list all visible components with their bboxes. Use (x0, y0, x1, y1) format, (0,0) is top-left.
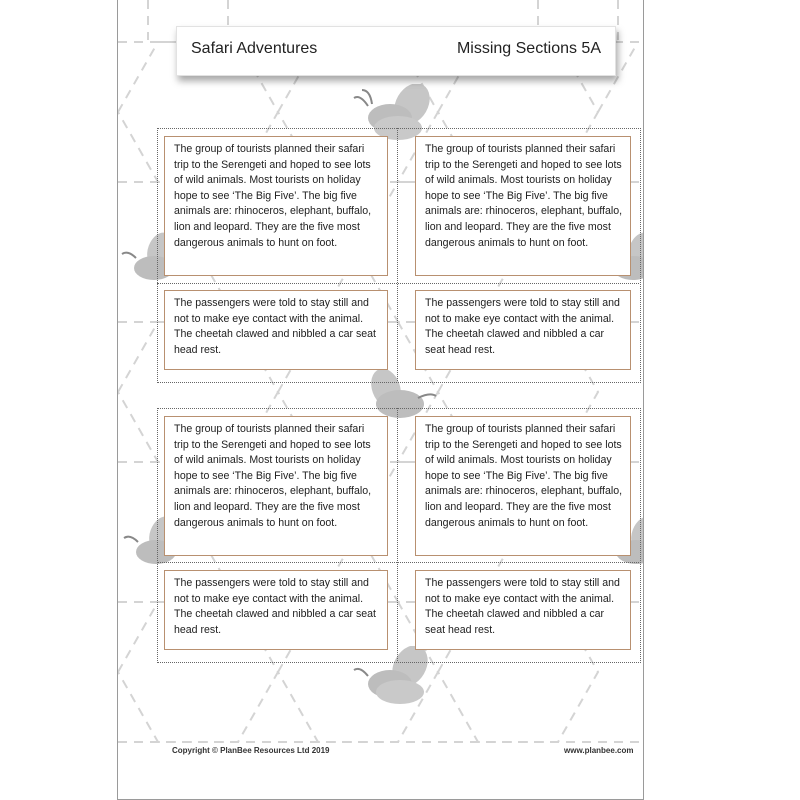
header-banner (176, 26, 616, 76)
card-text: The group of tourists planned their safari trip to the Serengeti and hoped to see lots of wild animals. Most tourists on holiday hope to see ‘The Big Five’. The big five animals are: rhinoceros, elephant, buffalo, lion and leopard. They are the five most dangerous animals to hunt on foot. (174, 143, 372, 249)
sheet-divider (157, 562, 639, 563)
card-text: The group of tourists planned their safari trip to the Serengeti and hoped to see lots of wild animals. Most tourists on holiday hope to see ‘The Big Five’. The big five animals are: rhinoceros, elephant, buffalo, lion and leopard. They are the five most dangerous animals to hunt on foot. (425, 423, 623, 529)
story-card-short (164, 290, 388, 370)
sheet-divider (397, 128, 398, 381)
story-card-short (415, 290, 631, 370)
website-link[interactable]: www.planbee.com (564, 746, 634, 755)
card-text: The passengers were told to stay still and not to make eye contact with the animal. The cheetah clawed and nibbled a car seat head rest. (425, 297, 620, 356)
card-text: The passengers were told to stay still and not to make eye contact with the animal. The cheetah clawed and nibbled a car seat head rest. (174, 297, 377, 356)
card-text: The passengers were told to stay still and not to make eye contact with the animal. The cheetah clawed and nibbled a car seat head rest. (174, 577, 377, 636)
card-text: The group of tourists planned their safari trip to the Serengeti and hoped to see lots of wild animals. Most tourists on holiday hope to see ‘The Big Five’. The big five animals are: rhinoceros, elephant, buffalo, lion and leopard. They are the five most dangerous animals to hunt on foot. (174, 423, 372, 529)
story-card-long (415, 136, 631, 276)
story-card-short (415, 570, 631, 650)
sheet-divider (397, 408, 398, 661)
copyright-notice: Copyright © PlanBee Resources Ltd 2019 (172, 746, 330, 755)
worksheet-subtitle: Missing Sections 5A (456, 40, 601, 57)
story-card-long (164, 136, 388, 276)
worksheet-page (117, 0, 644, 800)
story-card-short (164, 570, 388, 650)
card-text: The passengers were told to stay still and not to make eye contact with the animal. The cheetah clawed and nibbled a car seat head rest. (425, 577, 620, 636)
worksheet-title: Safari Adventures (191, 40, 318, 57)
story-card-long (164, 416, 388, 556)
card-text: The group of tourists planned their safari trip to the Serengeti and hoped to see lots of wild animals. Most tourists on holiday hope to see ‘The Big Five’. The big five animals are: rhinoceros, elephant, buffalo, lion and leopard. They are the five most dangerous animals to hunt on foot. (425, 143, 623, 249)
sheet-divider (157, 283, 639, 284)
story-card-long (415, 416, 631, 556)
